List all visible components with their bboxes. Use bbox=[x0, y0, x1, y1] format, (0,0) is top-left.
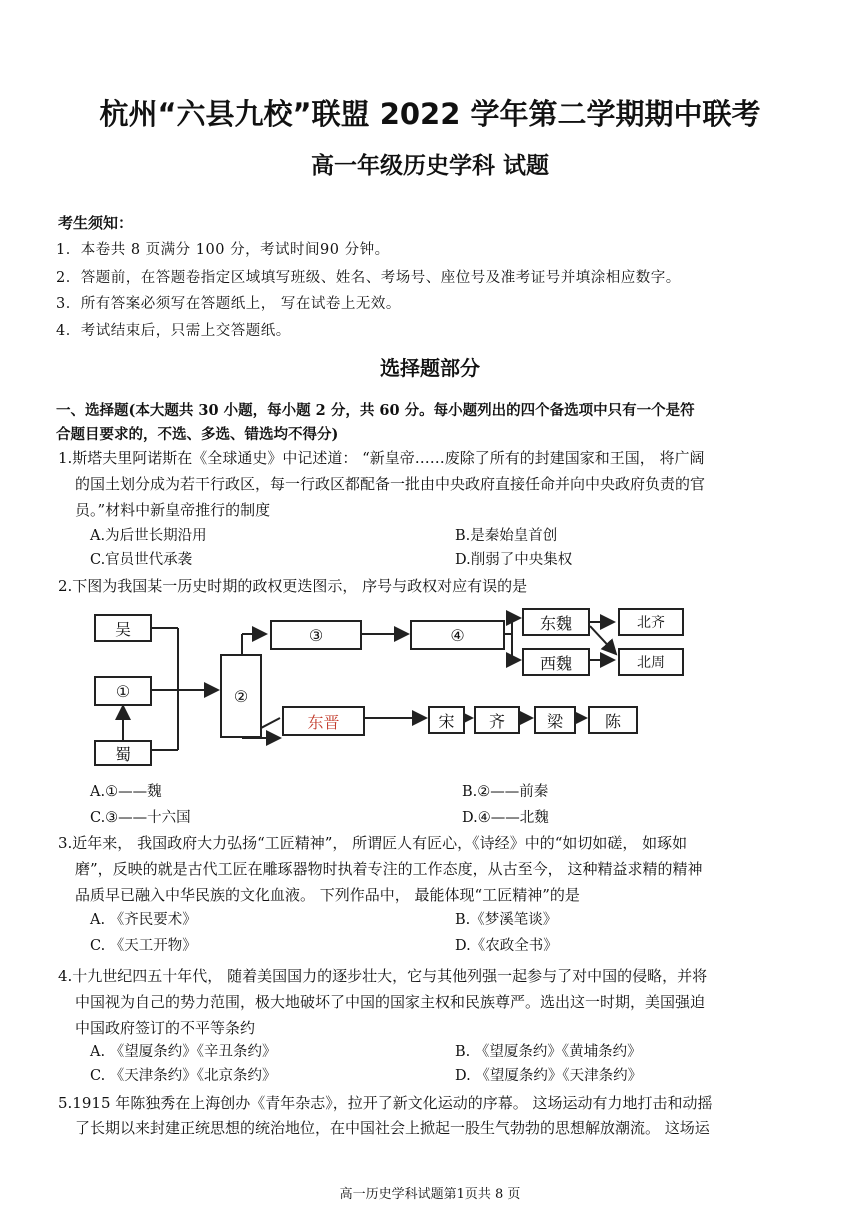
question-2-option-b: B.②——前秦 bbox=[462, 784, 549, 800]
node-beiqi-label: 北齐 bbox=[637, 615, 665, 631]
question-3-option-b: B.《梦溪笔谈》 bbox=[455, 912, 558, 928]
node-2-label: ② bbox=[233, 686, 249, 706]
question-5-line: 5.1915 年陈独秀在上海创办《青年杂志》，拉开了新文化运动的序幕。 这场运动有力地打击和动摇 bbox=[58, 1094, 713, 1112]
question-1-line: 1.斯塔夫里阿诺斯在《全球通史》中记述道： “新皇帝……废除了所有的封建国家和王国， 将广阔 bbox=[58, 449, 705, 467]
question-2-option-a: A.①——魏 bbox=[90, 784, 162, 800]
note-item: 2．答题前，在答题卷指定区域填写班级、姓名、考场号、座位号及准考证号并填涂相应数字。 bbox=[56, 270, 681, 286]
node-liang-label: 梁 bbox=[546, 711, 563, 731]
note-item: 4．考试结束后，只需上交答题纸。 bbox=[56, 323, 291, 339]
node-shu bbox=[94, 740, 152, 766]
section-title: 选择题部分 bbox=[380, 356, 480, 380]
node-shu-label: 蜀 bbox=[114, 744, 131, 764]
node-xiwei bbox=[522, 648, 590, 676]
node-2 bbox=[220, 654, 262, 738]
node-4 bbox=[410, 620, 505, 650]
question-4-option-c: C. 《天津条约》《北京条约》 bbox=[90, 1068, 277, 1084]
node-chen bbox=[588, 706, 638, 734]
question-1-line: 员。”材料中新皇帝推行的制度 bbox=[75, 501, 271, 519]
section-instruction: 一、选择题(本大题共 30 小题，每小题 2 分，共 60 分。每小题列出的四个备选项中只有一个是符 bbox=[56, 402, 695, 419]
section-instruction: 合题目要求的，不选、多选、错选均不得分) bbox=[56, 426, 339, 443]
question-2-line: 2.下图为我国某一历史时期的政权更迭图示， 序号与政权对应有误的是 bbox=[58, 577, 528, 595]
node-1-label: ① bbox=[115, 681, 131, 701]
question-4-line: 4.十九世纪四五十年代， 随着美国国力的逐步壮大，它与其他列强一起参与了对中国的侵略，并将 bbox=[58, 967, 708, 985]
node-3-label: ③ bbox=[308, 625, 324, 645]
node-beizhou-label: 北周 bbox=[637, 655, 665, 671]
node-wu bbox=[94, 614, 152, 642]
exam-subtitle: 高一年级历史学科 试题 bbox=[310, 153, 549, 179]
exam-title: 杭州“六县九校”联盟 2022 学年第二学期期中联考 bbox=[99, 97, 761, 131]
notes-heading: 考生须知： bbox=[58, 214, 134, 232]
node-xiwei-label: 西魏 bbox=[539, 653, 572, 673]
question-2-option-d: D.④——北魏 bbox=[462, 810, 549, 826]
note-item: 1．本卷共 8 页满分 100 分，考试时间90 分钟。 bbox=[56, 242, 390, 258]
node-3 bbox=[270, 620, 362, 650]
question-4-option-a: A. 《望厦条约》《辛丑条约》 bbox=[90, 1044, 277, 1060]
question-3-line: 3.近年来， 我国政府大力弘扬“工匠精神”， 所谓匠人有匠心，《诗经》中的“如切如磋， 如琢如 bbox=[58, 834, 688, 852]
node-beiqi bbox=[618, 608, 684, 636]
node-dongjin-label: 东晋 bbox=[307, 712, 340, 732]
question-3-line: 品质早已融入中华民族的文化血液。 下列作品中， 最能体现“工匠精神”的是 bbox=[75, 886, 580, 904]
question-5-line: 了长期以来封建正统思想的统治地位，在中国社会上掀起一股生气勃勃的思想解放潮流。 这场运 bbox=[75, 1119, 710, 1137]
regime-diagram bbox=[90, 604, 665, 770]
node-qi bbox=[474, 706, 520, 734]
question-1-line: 的国土划分成为若干行政区，每一行政区都配备一批由中央政府直接任命并向中央政府负责的官 bbox=[75, 475, 706, 493]
node-song-label: 宋 bbox=[438, 711, 455, 731]
node-liang bbox=[534, 706, 576, 734]
question-3-line: 磨”，反映的就是古代工匠在雕琢器物时执着专注的工作态度，从古至今， 这种精益求精的精神 bbox=[75, 860, 703, 878]
node-wu-label: 吴 bbox=[114, 619, 131, 639]
page-footer: 高一历史学科试题第1页共 8 页 bbox=[339, 1187, 521, 1202]
question-4-option-b: B. 《望厦条约》《黄埔条约》 bbox=[455, 1044, 642, 1060]
question-4-option-d: D. 《望厦条约》《天津条约》 bbox=[455, 1068, 643, 1084]
question-3-option-c: C. 《天工开物》 bbox=[90, 938, 197, 954]
node-1 bbox=[94, 676, 152, 706]
node-dongwei bbox=[522, 608, 590, 636]
node-qi-label: 齐 bbox=[488, 711, 505, 731]
question-1-option-b: B.是秦始皇首创 bbox=[455, 528, 558, 544]
node-song bbox=[428, 706, 465, 734]
node-dongjin bbox=[282, 706, 365, 736]
note-item: 3．所有答案必须写在答题纸上， 写在试卷上无效。 bbox=[56, 296, 401, 312]
node-beizhou bbox=[618, 648, 684, 676]
question-3-option-a: A. 《齐民要术》 bbox=[90, 912, 197, 928]
question-4-line: 中国视为自己的势力范围，极大地破坏了中国的国家主权和民族尊严。选出这一时期，美国强迫 bbox=[75, 993, 706, 1011]
question-4-line: 中国政府签订的不平等条约 bbox=[75, 1019, 256, 1037]
question-3-option-d: D.《农政全书》 bbox=[455, 938, 558, 954]
question-1-option-d: D.削弱了中央集权 bbox=[455, 552, 573, 568]
question-1-option-a: A.为后世长期沿用 bbox=[90, 528, 207, 544]
node-dongwei-label: 东魏 bbox=[539, 613, 572, 633]
question-1-option-c: C.官员世代承袭 bbox=[90, 552, 193, 568]
question-2-option-c: C.③——十六国 bbox=[90, 810, 191, 826]
node-4-label: ④ bbox=[450, 625, 465, 645]
node-chen-label: 陈 bbox=[604, 711, 621, 731]
